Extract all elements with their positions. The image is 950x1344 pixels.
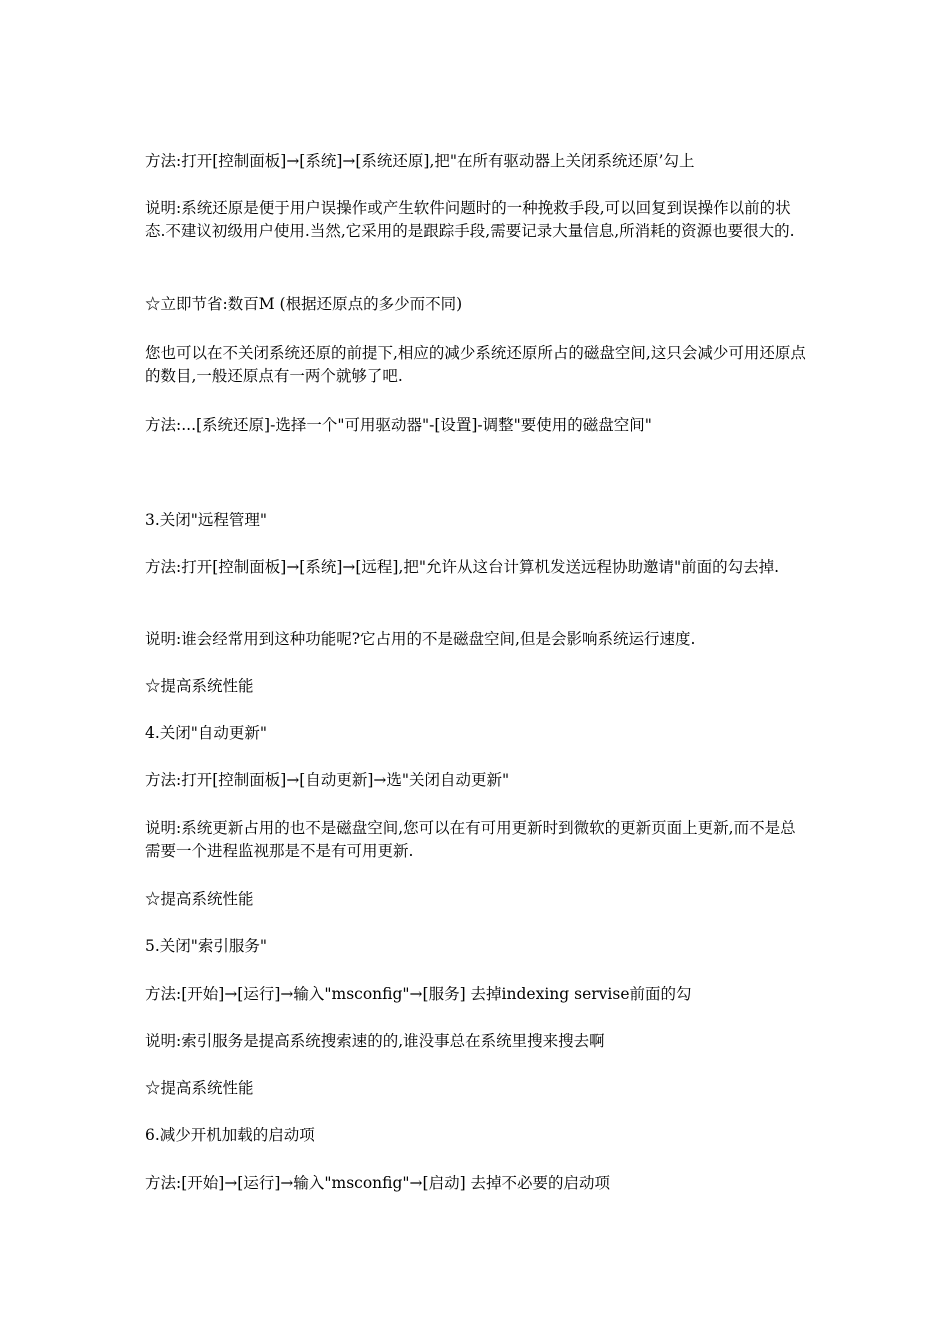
- method-auto-update: 方法:打开[控制面板]→[自动更新]→选"关闭自动更新": [145, 771, 510, 789]
- benefit-performance-3: ☆提高系统性能: [145, 1079, 254, 1097]
- benefit-performance-2: ☆提高系统性能: [145, 890, 254, 908]
- note-remote-management: 说明:谁会经常用到这种功能呢?它占用的不是磁盘空间,但是会影响系统运行速度.: [145, 630, 696, 648]
- heading-auto-update: 4.关闭"自动更新": [145, 724, 268, 742]
- method-index-service: 方法:[开始]→[运行]→输入"msconfig"→[服务] 去掉indexing servise前面的勾: [145, 985, 692, 1003]
- method-system-restore-off: 方法:打开[控制面板]→[系统]→[系统还原],把"在所有驱动器上关闭系统还原’勾上: [145, 152, 695, 170]
- heading-startup-items: 6.减少开机加载的启动项: [145, 1126, 315, 1144]
- heading-index-service: 5.关闭"索引服务": [145, 937, 268, 955]
- note-index-service: 说明:索引服务是提高系统搜索速的的,谁没事总在系统里搜来搜去啊: [145, 1032, 605, 1050]
- saving-system-restore: ☆立即节省:数百M (根据还原点的多少而不同): [145, 295, 463, 313]
- heading-remote-management: 3.关闭"远程管理": [145, 511, 268, 529]
- method-adjust-restore-space: 方法:...[系统还原]-选择一个"可用驱动器"-[设置]-调整"要使用的磁盘空间": [145, 416, 652, 434]
- note-system-restore: 说明:系统还原是便于用户误操作或产生软件问题时的一种挽救手段,可以回复到误操作以前的状态.不建议初级用户使用.当然,它采用的是跟踪手段,需要记录大量信息,所消耗的资源也要很大的.: [145, 199, 795, 240]
- benefit-performance-1: ☆提高系统性能: [145, 677, 254, 695]
- tip-reduce-restore-space: 您也可以在不关闭系统还原的前提下,相应的减少系统还原所占的磁盘空间,这只会减少可用还原点的数目,一般还原点有一两个就够了吧.: [145, 344, 806, 385]
- note-auto-update: 说明:系统更新占用的也不是磁盘空间,您可以在有可用更新时到微软的更新页面上更新,而不是总需要一个进程监视那是不是有可用更新.: [145, 819, 796, 860]
- method-startup-items: 方法:[开始]→[运行]→输入"msconfig"→[启动] 去掉不必要的启动项: [145, 1174, 611, 1192]
- method-remote-management: 方法:打开[控制面板]→[系统]→[远程],把"允许从这台计算机发送远程协助邀请"前面的勾去掉.: [145, 558, 780, 576]
